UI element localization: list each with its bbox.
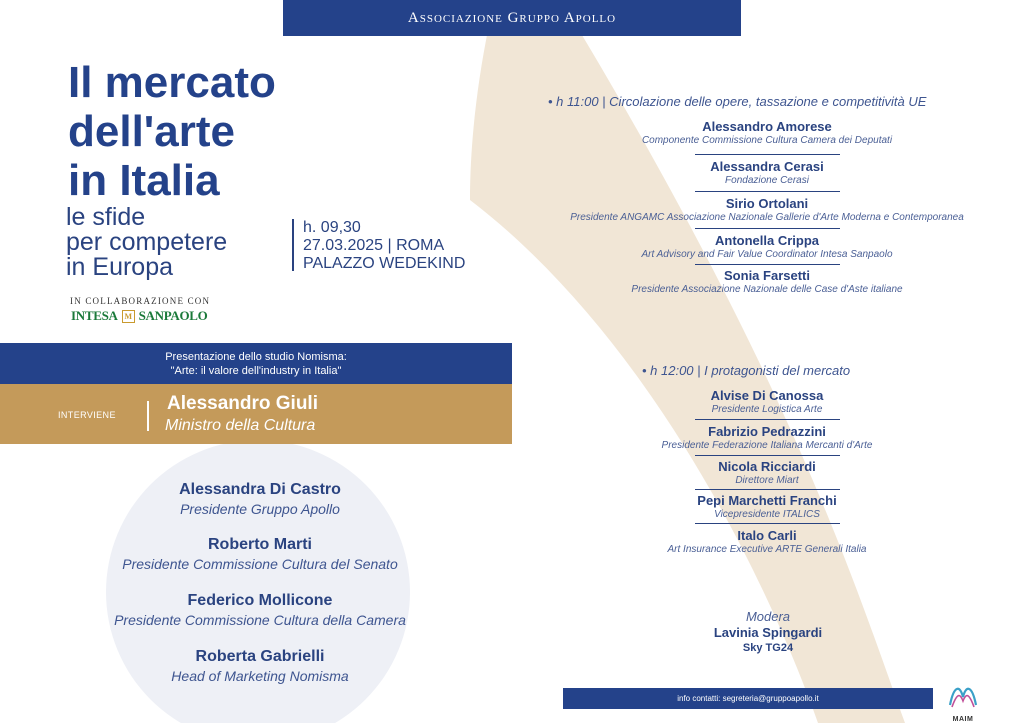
keynote-label: INTERVIENE [58, 410, 116, 420]
speaker-role: Direttore Miart [735, 475, 799, 486]
speaker-divider [695, 191, 840, 192]
left-speaker-2 [0, 535, 520, 573]
title-line-1: Il mercato [68, 58, 276, 107]
speaker-divider [695, 264, 840, 265]
maim-logo [946, 683, 980, 723]
presentation-line-1: Presentazione dello studio Nomisma: [165, 350, 347, 363]
moderator-label: Modera [745, 609, 791, 624]
speaker-role: Presidente Logistica Arte [711, 404, 823, 415]
association-name: Associazione Gruppo Apollo [407, 9, 617, 26]
speaker-name: Alessandro Amorese [702, 119, 832, 134]
session-1-heading: • h 11:00 | Circolazione delle opere, tassazione e competitività UE [548, 94, 927, 109]
speaker-divider [695, 228, 840, 229]
presentation-line-2: "Arte: il valore dell'industry in Italia" [170, 364, 342, 377]
speaker-role: Art Advisory and Fair Value Coordinator Intesa Sanpaolo [641, 249, 893, 260]
session-1-speaker-3 [452, 196, 1024, 224]
speaker-role: Art Insurance Executive ARTE Generali Italia [667, 544, 867, 555]
title-line-3: in Italia [68, 156, 220, 205]
keynote-name: Alessandro Giuli [167, 393, 318, 414]
speaker-name: Pepi Marchetti Franchi [697, 493, 837, 508]
speaker-name: Sirio Ortolani [725, 196, 809, 211]
speaker-name: Federico Mollicone [187, 592, 333, 609]
keynote-role: Ministro della Cultura [165, 417, 316, 434]
session-1-speaker-5 [467, 268, 1024, 296]
session-2-speaker-5 [467, 528, 1024, 556]
speaker-role: Vicepresidente ITALICS [714, 509, 820, 520]
subtitle-line-2: per competere [66, 228, 228, 256]
keynote-divider [147, 401, 149, 431]
speaker-role: Presidente Gruppo Apollo [180, 501, 340, 517]
speaker-role: Presidente Commissione Cultura della Camera [114, 612, 406, 628]
speaker-name: Sonia Farsetti [724, 268, 810, 283]
session-1-speaker-4 [467, 233, 1024, 261]
contact-footer [563, 688, 933, 709]
speaker-name: Fabrizio Pedrazzini [708, 424, 826, 439]
speaker-name: Antonella Crippa [714, 233, 819, 248]
speaker-role: Presidente Federazione Italiana Mercanti d'Arte [661, 440, 873, 451]
session-2-speaker-4 [467, 493, 1024, 521]
speaker-divider [695, 154, 840, 155]
moderator-org: Sky TG24 [742, 642, 794, 654]
left-speaker-1 [0, 480, 520, 518]
presentation-banner [0, 343, 512, 384]
partner-logo [71, 308, 207, 324]
session-2-speaker-2 [467, 424, 1024, 452]
speaker-divider [695, 419, 840, 420]
event-venue: PALAZZO WEDEKIND [303, 255, 466, 272]
moderator-name: Lavinia Spingardi [713, 625, 823, 640]
session-1-speaker-1 [467, 119, 1024, 147]
speaker-divider [695, 455, 840, 456]
session-2-speaker-1 [467, 388, 1024, 416]
partner-mark-icon: M [122, 310, 135, 323]
speaker-role: Presidente Commissione Cultura del Senato [122, 556, 398, 572]
speaker-name: Alvise Di Canossa [710, 388, 824, 403]
partner-name-left: INTESA [71, 308, 118, 323]
page-subtitle [66, 205, 227, 280]
session-2-heading: • h 12:00 | I protagonisti del mercato [642, 363, 851, 378]
speaker-name: Italo Carli [737, 528, 797, 543]
title-line-2: dell'arte [68, 107, 235, 156]
speaker-divider [695, 489, 840, 490]
left-speaker-3 [0, 591, 520, 629]
contact-info: info contatti: segreteria@gruppoapollo.it [677, 694, 819, 703]
speaker-role: Head of Marketing Nomisma [171, 668, 349, 684]
speaker-role: Presidente ANGAMC Associazione Nazionale Gallerie d'Arte Moderna e Contemporanea [570, 212, 964, 223]
session-1-speaker-2 [467, 159, 1024, 187]
speaker-name: Alessandra Di Castro [179, 481, 341, 498]
date-divider [292, 219, 294, 271]
speaker-name: Roberto Marti [208, 536, 312, 553]
speaker-name: Alessandra Cerasi [710, 159, 824, 174]
subtitle-line-1: le sfide [66, 203, 146, 231]
association-banner [283, 0, 741, 36]
speaker-name: Nicola Ricciardi [718, 459, 816, 474]
partner-name-right: SANPAOLO [138, 308, 208, 323]
subtitle-line-3: in Europa [66, 253, 174, 281]
page-title [68, 58, 276, 205]
session-2-speaker-3 [467, 459, 1024, 487]
left-speaker-4 [0, 647, 520, 685]
speaker-role: Fondazione Cerasi [725, 175, 809, 186]
maim-logo-icon [946, 683, 980, 711]
event-date-place: 27.03.2025 | ROMA [303, 237, 445, 254]
event-details [303, 219, 465, 273]
event-time: h. 09,30 [303, 219, 361, 236]
collaboration-label: IN COLLABORAZIONE CON [70, 296, 211, 306]
speaker-name: Roberta Gabrielli [195, 648, 325, 665]
speaker-role: Componente Commissione Cultura Camera dei Deputati [641, 135, 893, 146]
maim-logo-text: MAIM [952, 716, 974, 723]
speaker-divider [695, 523, 840, 524]
moderator-block [668, 609, 868, 655]
speaker-role: Presidente Associazione Nazionale delle Case d'Aste italiane [631, 284, 903, 295]
